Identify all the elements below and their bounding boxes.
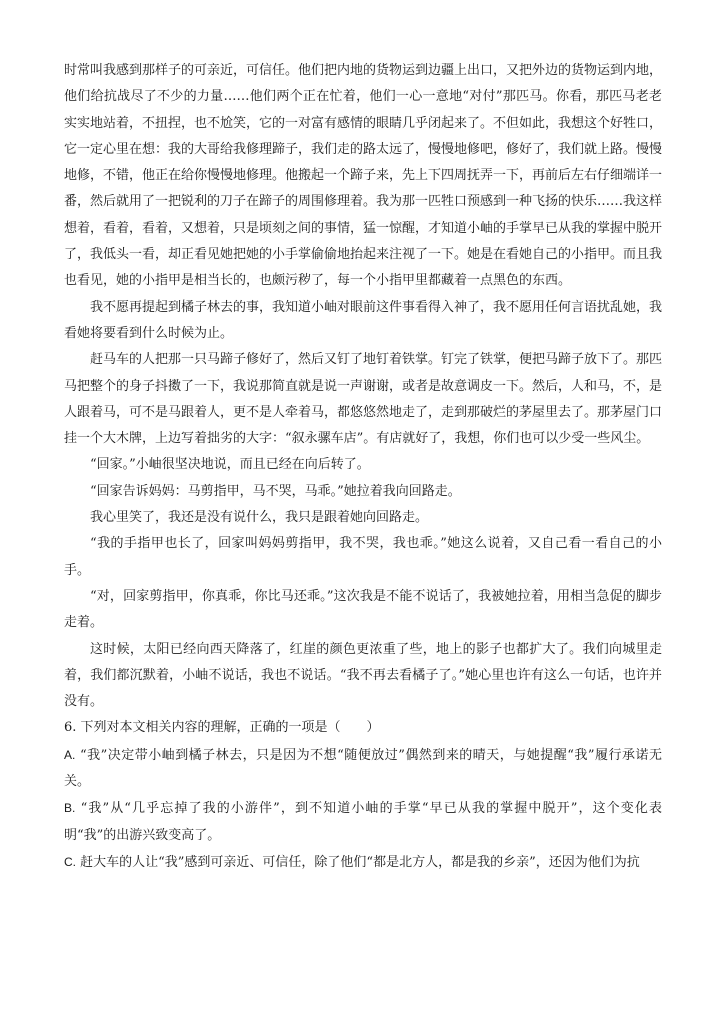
passage-paragraph: 我心里笑了，我还是没有说什么，我只是跟着她向回路走。 — [90, 510, 429, 526]
passage-paragraph: “回家告诉妈妈：马剪指甲，马不哭，马乖。”她拉着我向回路走。 — [90, 483, 461, 499]
question-stem — [64, 715, 662, 741]
option-text: 赶大车的人让“我”感到可亲近、可信任，除了他们“都是北方人，都是我的乡亲”，还因为他们为抗 — [80, 854, 640, 870]
passage-paragraph: 赶马车的人把那一只马蹄子修好了，然后又钉了地钉着铁掌。钉完了铁掌，便把马蹄子放下了。那匹马把整个的身子抖擞了一下，我说那简直就是说一声谢谢，或者是故意调皮一下。然后，人和马，不，是人跟着马，可不是马跟着人，更不是人牵着马，都悠悠然地走了，走到那破烂的茅屋里去了。那茅屋门口挂一个大木牌，上边写着拙劣的大字：“叙永骡车店”。有店就好了，我想，你们也可以少受一些风尘。 — [64, 352, 663, 447]
passage-paragraph: 这时候，太阳已经向西天降落了，红崖的颜色更浓重了些，地上的影子也都扩大了。我们向城里走着，我们都沉默着，小岫不说话，我也不说话。“我不再去看橘子了。”她心里也许有这么一句话，也许并没有。 — [64, 641, 662, 710]
passage-paragraph: 时常叫我感到那样子的可亲近，可信任。他们把内地的货物运到边疆上出口，又把外边的货物运到内地，他们给抗战尽了不少的力量……他们两个正在忙着，他们一心一意地“对付”那匹马。你看，那匹马老老实实地站着，不扭捏，也不尬笑，它的一对富有感情的眼睛几乎闭起来了。不但如此，我想这个好牲口，它一定心里在想：我的大哥给我修理蹄子，我们走的路太远了，慢慢地修吧，修好了，我们就上路。慢慢地修，不错，他正在给你慢慢地修理。他搬起一个蹄子来，先上下四周抚弄一下，再前后左右仔细端详一番，然后就用了一把锐利的刀子在蹄子的周围修理着。我为那一匹牲口预感到一种飞扬的快乐……我这样想着，看着，看着，又想着，只是顷刻之间的事情，猛一惊醒，才知道小岫的手掌早已从我的掌握中脱开了，我低头一看，却正看见她把她的小手掌偷偷地抬起来注视了一下。她是在看她自己的小指甲。而且我也看见，她的小指甲是相当长的，也颇污秽了，每一个小指甲里都藏着一点黑色的东西。 — [64, 63, 663, 289]
question-block — [64, 715, 662, 876]
passage-paragraph: “对，回家剪指甲，你真乖，你比马还乖。”这次我是不能不说话了，我被她拉着，用相当急促的脚步走着。 — [64, 588, 662, 631]
document-page — [64, 58, 662, 876]
question-stem-text: 下列对本文相关内容的理解，正确的一项是（ ） — [80, 720, 380, 736]
option-letter: A. — [64, 747, 76, 762]
option-letter: B. — [64, 801, 76, 816]
option-letter: C. — [64, 854, 76, 869]
option-text: “我”决定带小岫到橘子林去，只是因为不想“随便放过”偶然到来的晴天，与她提醒“我”履行承诺无关。 — [64, 747, 662, 790]
option-a — [64, 742, 662, 796]
question-number: 6. — [64, 720, 77, 736]
passage-paragraph: “我的手指甲也长了，回家叫妈妈剪指甲，我不哭，我也乖。”她这么说着，又自己看一看自己的小手。 — [64, 536, 662, 578]
option-b — [64, 795, 662, 849]
option-text: “我”从“几乎忘掉了我的小游伴”，到不知道小岫的手掌“早已从我的掌握中脱开”，这个变化表明“我”的出游兴致变高了。 — [64, 801, 662, 843]
passage-paragraph: 我不愿再提起到橘子林去的事，我知道小岫对眼前这件事看得入神了，我不愿用任何言语扰乱她，我看她将要看到什么时候为止。 — [64, 299, 663, 341]
option-c — [64, 849, 662, 876]
passage — [64, 58, 662, 715]
passage-paragraph: “回家。”小岫很坚决地说，而且已经在向后转了。 — [90, 457, 370, 473]
